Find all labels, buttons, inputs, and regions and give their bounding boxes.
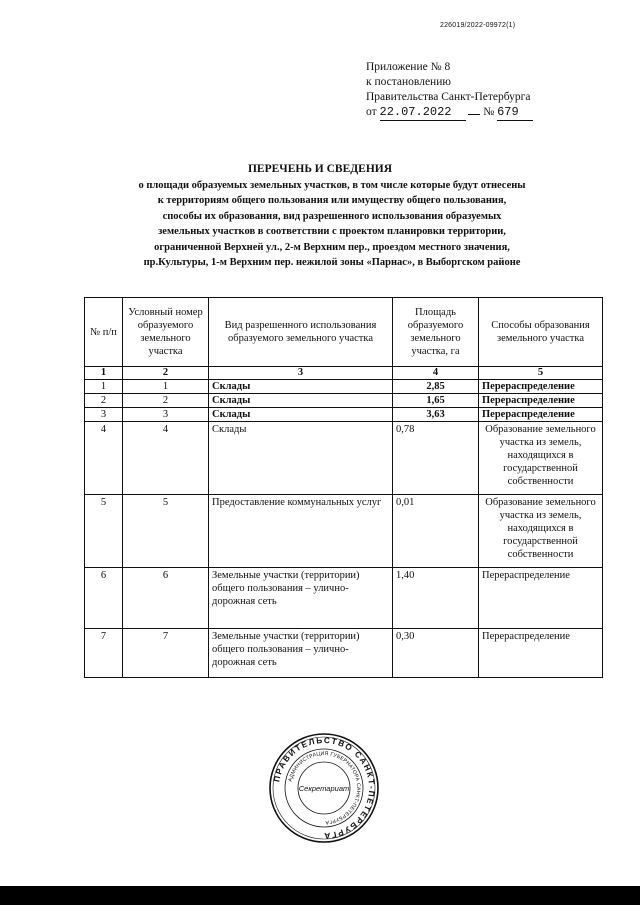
cell-plot-id: 3 — [123, 408, 209, 422]
cell-permitted-use: Земельные участки (территории) общего пользования – улично-дорожная сеть — [209, 568, 393, 629]
cell-permitted-use: Склады — [209, 422, 393, 495]
subtitle-line: к территориям общего пользования или имуществу общего пользования, — [157, 195, 507, 207]
cell-formation-method: Перераспределение — [479, 394, 603, 408]
appendix-block — [366, 60, 533, 121]
cell-formation-method: Перераспределение — [479, 629, 603, 678]
appendix-line-1: Приложение № 8 — [366, 61, 451, 73]
subtitle-line: земельных участков в соответствии с проектом планировки территории, — [158, 226, 506, 238]
table-row — [85, 568, 603, 629]
cell-area: 3,63 — [393, 408, 479, 422]
cell-plot-id: 4 — [123, 422, 209, 495]
document-id: 226019/2022-09972(1) — [440, 22, 516, 29]
cell-area: 0,30 — [393, 629, 479, 678]
cell-number: 3 — [85, 408, 123, 422]
cell-number: 1 — [85, 380, 123, 394]
cell-area: 2,85 — [393, 380, 479, 394]
column-number: 5 — [479, 367, 603, 380]
cell-plot-id: 6 — [123, 568, 209, 629]
table-row — [85, 422, 603, 495]
cell-formation-method: Перераспределение — [479, 568, 603, 629]
table-header-row — [85, 298, 603, 367]
cell-formation-method: Перераспределение — [479, 380, 603, 394]
subtitle-line: о площади образуемых земельных участков, в том числе которые будут отнесены — [138, 180, 526, 191]
cell-formation-method: Перераспределение — [479, 408, 603, 422]
appendix-line-2: к постановлению — [366, 76, 451, 88]
cell-permitted-use: Склады — [209, 408, 393, 422]
cell-area: 0,01 — [393, 495, 479, 568]
official-stamp — [268, 732, 380, 844]
column-number: 4 — [393, 367, 479, 380]
header-plot-id: Условный номер образуемого земельного участка — [123, 298, 209, 367]
header-number: № п/п — [85, 298, 123, 367]
cell-number: 7 — [85, 629, 123, 678]
resolution-date: 22.07.2022 — [380, 105, 466, 121]
scan-bottom-border — [0, 886, 640, 905]
cell-permitted-use: Склады — [209, 380, 393, 394]
appendix-date-line — [366, 105, 533, 121]
table-row — [85, 495, 603, 568]
cell-plot-id: 7 — [123, 629, 209, 678]
cell-area: 0,78 — [393, 422, 479, 495]
cell-number: 2 — [85, 394, 123, 408]
subtitle-line: пр.Культуры, 1-м Верхним пер. нежилой зоны «Парнас», в Выборгском районе — [143, 257, 521, 269]
table-row — [85, 629, 603, 678]
number-label: № — [483, 106, 495, 118]
subtitle-line: ограниченной Верхней ул., 2-м Верхним пер., проездом местного значения, — [154, 241, 510, 253]
cell-plot-id: 1 — [123, 380, 209, 394]
table-row — [85, 394, 603, 408]
cell-area: 1,40 — [393, 568, 479, 629]
cell-formation-method: Образование земельного участка из земель, находящихся в государственной собственности — [479, 495, 603, 568]
cell-plot-id: 5 — [123, 495, 209, 568]
cell-permitted-use: Земельные участки (территории) общего пользования – улично-дорожная сеть — [209, 629, 393, 678]
cell-plot-id: 2 — [123, 394, 209, 408]
stamp-center-text: Секретариат — [298, 784, 350, 793]
cell-area: 1,65 — [393, 394, 479, 408]
cell-number: 4 — [85, 422, 123, 495]
column-number: 3 — [209, 367, 393, 380]
column-number: 1 — [85, 367, 123, 380]
resolution-number: 679 — [497, 105, 533, 121]
from-label: от — [366, 106, 377, 118]
header-permitted-use: Вид разрешенного использования образуемого земельного участка — [209, 298, 393, 367]
header-area: Площадь образуемого земельного участка, га — [393, 298, 479, 367]
document-subtitle — [76, 178, 588, 270]
document-title: ПЕРЕЧЕНЬ И СВЕДЕНИЯ — [247, 163, 393, 175]
cell-number: 6 — [85, 568, 123, 629]
cell-formation-method: Образование земельного участка из земель, находящихся в государственной собственности — [479, 422, 603, 495]
header-formation-method: Способы образования земельного участка — [479, 298, 603, 367]
appendix-line-3: Правительства Санкт-Петербурга — [366, 91, 531, 103]
table-row — [85, 380, 603, 394]
land-plots-table — [84, 297, 603, 678]
column-number-row — [85, 367, 603, 380]
column-number: 2 — [123, 367, 209, 380]
cell-permitted-use: Предоставление коммунальных услуг — [209, 495, 393, 568]
stamp-outer-text: ПРАВИТЕЛЬСТВО САНКТ-ПЕТЕРБУРГА — [272, 735, 377, 841]
table-row — [85, 408, 603, 422]
cell-number: 5 — [85, 495, 123, 568]
cell-permitted-use: Склады — [209, 394, 393, 408]
subtitle-line: способы их образования, вид разрешенного использования образуемых — [162, 210, 502, 222]
stamp-inner-text: АДМИНИСТРАЦИЯ ГУБЕРНАТОРА САНКТ-ПЕТЕРБУРГА — [287, 750, 362, 826]
